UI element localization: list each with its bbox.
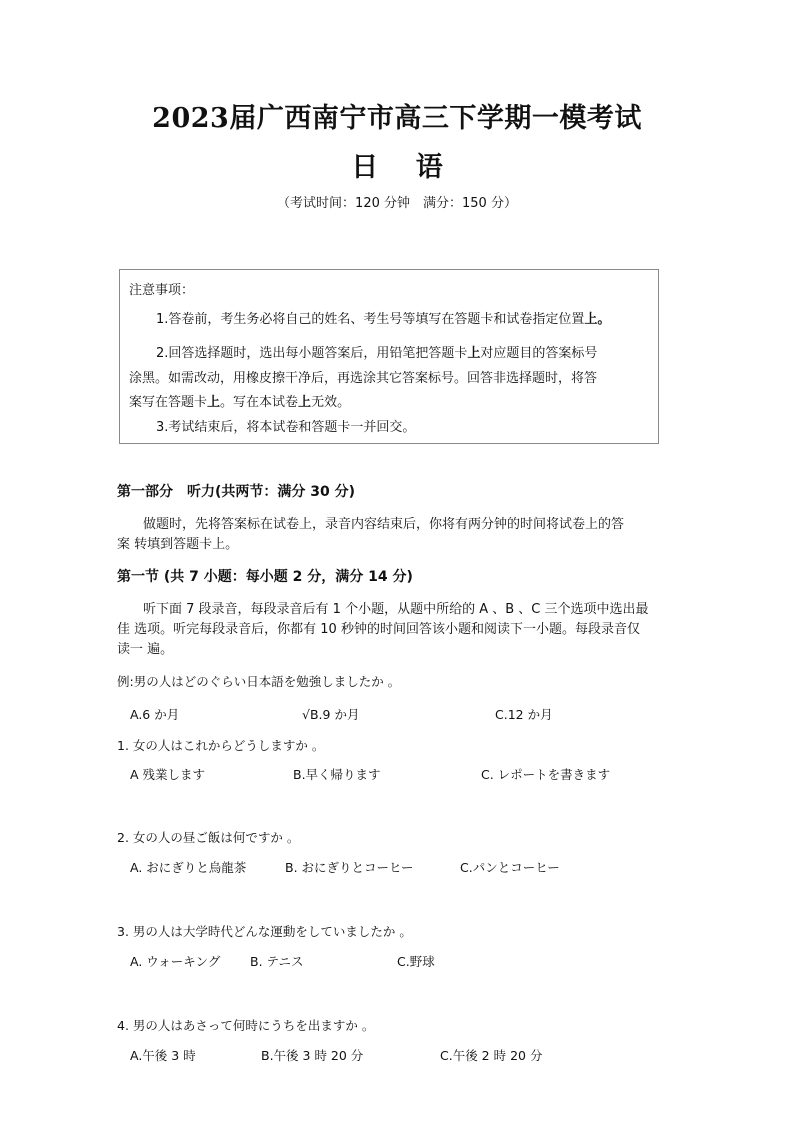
example-option-b: √B.9 か月: [302, 707, 360, 722]
part-1-instruction-line-2: 案 转填到答题卡上。: [117, 537, 239, 552]
question-1-option-b: B.早く帰ります: [293, 767, 381, 782]
question-1-option-c: C. レポートを書きます: [481, 767, 611, 782]
question-2-stem: 2. 女の人の昼ご飯は何ですか 。: [117, 830, 300, 845]
part-1-instruction-line-1: 做题时，先将答案标在试卷上，录音内容结束后，你将有两分钟的时间将试卷上的答: [143, 517, 625, 532]
question-3-stem: 3. 男の人は大学時代どんな運動をしていましたか 。: [117, 924, 412, 939]
question-2-option-a: A. おにぎりと烏龍茶: [130, 860, 247, 875]
example-option-c: C.12 か月: [495, 707, 553, 722]
question-1-stem: 1. 女の人はこれからどうしますか 。: [117, 738, 325, 753]
question-4-option-a: A.午後 3 時: [130, 1048, 196, 1063]
example-question: 例:男の人はどのぐらい日本語を勉強しましたか 。: [117, 674, 401, 689]
notice-item-2-text-a: 2.回答选择题时，选出每小题答案后，用铅笔把答题卡: [156, 346, 468, 361]
notice-item-2-line-1: [156, 342, 597, 361]
notice-item-2-line-2: 涂黑。如需改动，用橡皮擦干净后，再选涂其它答案标号。回答非选择题时，将答: [129, 371, 598, 386]
notice-item-3: 3.考试结束后，将本试卷和答题卡一并回交。: [156, 420, 416, 435]
part-1-heading: 第一部分 听力(共两节：满分 30 分): [117, 484, 356, 500]
question-4-option-b: B.午後 3 時 20 分: [261, 1048, 364, 1063]
notice-item-2-text-d: 。写在本试卷: [220, 395, 299, 410]
section-1-instruction-line-1: 听下面 7 段录音，每段录音后有 1 个小题，从题中所给的 A 、B 、C 三个选项中选出最: [143, 602, 649, 617]
question-3-option-a: A. ウォーキング: [130, 954, 221, 969]
question-2-option-c: C.パンとコーヒー: [460, 860, 560, 875]
notice-item-2-bold-c: 上: [298, 395, 312, 410]
notice-item-1-bold: 上。: [584, 312, 611, 327]
question-1-option-a: A 残業します: [130, 767, 206, 782]
question-4-option-c: C.午後 2 時 20 分: [440, 1048, 543, 1063]
notice-item-2-line-3: [129, 391, 350, 410]
notice-box: [119, 269, 659, 444]
notice-heading: 注意事项：: [129, 283, 195, 298]
subject-title: 日 语: [351, 152, 457, 183]
question-3-option-c: C.野球: [397, 954, 435, 969]
notice-item-1-text: 1.答卷前，考生务必将自己的姓名、考生号等填写在答题卡和试卷指定位置: [156, 312, 585, 327]
notice-item-1: [156, 308, 610, 327]
section-1-instruction-line-3: 读一 遍。: [117, 642, 174, 657]
example-option-a: A.6 か月: [130, 707, 180, 722]
question-2-option-b: B. おにぎりとコーヒー: [285, 860, 414, 875]
question-3-option-b: B. テニス: [250, 954, 304, 969]
notice-item-2-bold-b: 上: [207, 395, 221, 410]
notice-item-2-text-c: 案写在答题卡: [129, 395, 208, 410]
section-1-instruction-line-2: 佳 选项。听完每段录音后，你都有 10 秒钟的时间回答该小题和阅读下一小题。每段录音仅: [117, 622, 640, 637]
question-4-stem: 4. 男の人はあさって何時にうちを出ますか 。: [117, 1018, 375, 1033]
notice-item-2-text-e: 无效。: [311, 395, 351, 410]
exam-info: （考试时间：120 分钟 满分：150 分）: [277, 196, 517, 211]
notice-item-2-bold-a: 上: [467, 346, 481, 361]
exam-title: 2023届广西南宁市高三下学期一模考试: [152, 103, 642, 134]
notice-item-2-text-b: 对应题目的答案标号: [480, 346, 598, 361]
section-1-heading: 第一节 (共 7 小题：每小题 2 分，满分 14 分): [117, 569, 413, 585]
